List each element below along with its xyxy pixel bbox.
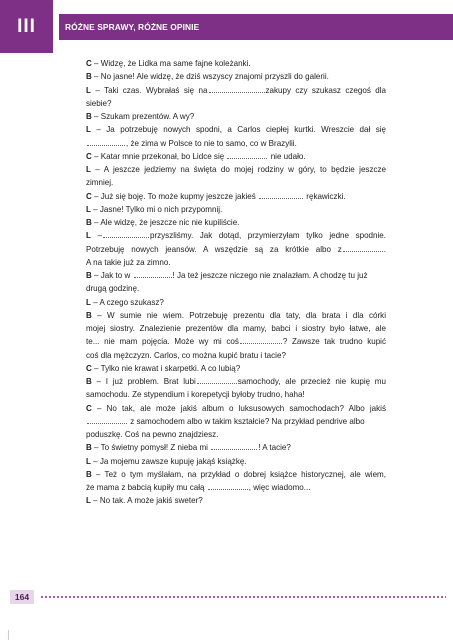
dialogue-text-segment: No jasne! Ale widzę, że dziś wszyscy znajomi przyszli do galerii.: [100, 72, 329, 82]
page-header: [0, 0, 453, 53]
speaker-initial: C: [86, 59, 92, 68]
dialogue-text-segment: – I już problem. Brat lubi: [91, 377, 196, 386]
dialogue-line: [86, 243, 386, 256]
fill-in-blank: [208, 481, 248, 490]
dialogue-line: [86, 123, 386, 136]
dialogue-line: [86, 428, 218, 441]
fill-in-blank: [343, 243, 383, 252]
dialogue-text-segment: poduszkę. Coś na pewno znajdziesz.: [86, 430, 219, 439]
dialogue-line: [86, 322, 386, 335]
dialogue-text-segment: –: [91, 59, 101, 68]
fill-in-blank: [87, 137, 125, 146]
dialogue-text-segment: –: [90, 297, 100, 307]
dialogue-line: [86, 375, 386, 388]
dialogue-line: [86, 57, 251, 70]
dialogue-line: [86, 190, 346, 203]
dialogue-text-segment: –: [91, 218, 101, 227]
dialogue-text-segment: –: [90, 496, 100, 506]
dialogue-text-segment: A czego szukasz?: [99, 297, 164, 307]
dialogue-line: [86, 216, 239, 229]
dialogue-text-segment: –: [91, 72, 101, 82]
dialogue-text-segment: – Jak to w: [91, 271, 133, 280]
dialogue-text-segment: – Już się boję. To może kupmy jeszcze jakieś: [91, 191, 259, 201]
chapter-number-badge: III: [0, 0, 53, 53]
dialogue-line: [86, 335, 386, 348]
dialogue-text-segment: – No tak, ale może jakiś album o luksusowych samochodach? Albo jakiś: [91, 403, 386, 413]
speaker-initial: L: [86, 85, 91, 95]
fill-in-blank: [211, 441, 257, 450]
dialogue-line: [86, 455, 247, 468]
speaker-initial: L: [86, 297, 91, 307]
speaker-initial: B: [86, 72, 92, 82]
dialogue-text-segment: – W sumie nie wiem. Potrzebuję prezentu dla taty, dla brata i dla córki: [91, 310, 386, 320]
dialogue-text-segment: nie udało.: [268, 151, 306, 161]
dialogue-text-segment: –: [91, 363, 101, 373]
dialogue-text-segment: rękawiczki.: [304, 191, 346, 201]
dialogue-line: [86, 84, 386, 97]
dialogue-text-segment: – Też o tym myślałam, na przykład o dobrej książce historycznej, ale wiem,: [91, 469, 386, 479]
dialogue-text-segment: –: [90, 204, 100, 214]
dialogue-text-segment: Ale widzę, że jeszcze nic nie kupiliście.: [100, 218, 240, 227]
dialogue-text-segment: No tak. A może jakiś sweter?: [99, 496, 203, 506]
fill-in-blank: [134, 269, 172, 278]
dialogue-line: [86, 468, 386, 481]
speaker-initial: B: [86, 218, 92, 227]
speaker-initial: C: [86, 151, 92, 161]
dialogue-line: [86, 163, 386, 176]
dialogue-line: [86, 362, 240, 375]
dialogue-text-segment: A na takie już za zimno.: [86, 257, 171, 267]
dialogue-text-segment: Widzę, że Lidka ma same fajne koleżanki.: [100, 59, 251, 68]
dialogue-text-segment: – Taki czas. Wybrałaś się na: [90, 85, 208, 95]
dialogue-text-segment: – Katar mnie przekonał, bo Lidce się: [91, 151, 227, 161]
dialogue-text-segment: , że zima w Polsce to nie to samo, co w Brazylii.: [126, 138, 297, 148]
speaker-initial: B: [86, 469, 92, 479]
footer-dotted-rule: [40, 596, 446, 598]
dialogue-text-segment: – A jeszcze jedziemy na święta do mojej rodziny w góry, to będzie jeszcze: [90, 165, 386, 174]
dialogue-text-segment: – To świetny pomysł! Z nieba mi: [91, 443, 211, 453]
dialogue-text-segment: ! A tacie?: [258, 443, 291, 453]
speaker-initial: B: [86, 443, 92, 453]
speaker-initial: L: [86, 204, 91, 214]
speaker-initial: B: [86, 271, 92, 280]
dialogue-text-segment: zimniej.: [86, 178, 114, 188]
dialogue-text-segment: Potrzebuję nowych jeansów. A wszędzie są za krótkie albo z: [86, 244, 342, 254]
dialogue-line: [86, 70, 329, 83]
dialogue-text-segment: Ja mojemu zawsze kupuję jakąś książkę.: [99, 456, 247, 466]
fill-in-blank: [209, 84, 265, 93]
page-number: 164: [10, 590, 34, 604]
dialogue-line: [86, 229, 386, 242]
fill-in-blank: [240, 335, 282, 344]
speaker-initial: C: [86, 191, 92, 201]
dialogue-line: [86, 97, 112, 110]
dialogue-text-segment: coś dla mężczyzn. Carlos, co można kupić bratu i tacie?: [86, 350, 286, 360]
dialogue-text-segment: samochody, ale przecież nie kupię mu: [237, 377, 386, 386]
dialogue-line: [86, 349, 286, 362]
dialogue-text-segment: drugą godzinę.: [86, 284, 140, 294]
speaker-initial: B: [86, 112, 92, 121]
fill-in-blank: [197, 375, 237, 384]
dialogue-line: [86, 269, 368, 282]
dialogue-line: [86, 110, 194, 123]
fill-in-blank: [227, 150, 267, 159]
dialogue-line: [86, 441, 291, 454]
dialogue-line: [86, 176, 113, 189]
dialogue-line: [86, 256, 171, 269]
dialogue-text-segment: ! Ja też jeszcze niczego nie znalazłam. A chodzę tu już: [172, 271, 368, 280]
dialogue-text-segment: samochodu. Ze stypendium i korepetycji byłoby trudno, haha!: [86, 390, 305, 400]
speaker-initial: L: [86, 231, 91, 241]
speaker-initial: B: [86, 310, 92, 320]
dialogue-line: [86, 309, 386, 322]
dialogue-line: [86, 494, 203, 507]
dialogue-text-segment: Szukam prezentów. A wy?: [100, 112, 195, 121]
speaker-initial: C: [86, 363, 92, 373]
dialogue-line: [86, 282, 139, 295]
dialogue-text-segment: Jasne! Tylko mi o nich przypomnij.: [99, 204, 223, 214]
dialogue-text-segment: Tylko nie krawat i skarpetki. A co lubią?: [100, 363, 241, 373]
dialogue-line: [86, 402, 386, 415]
dialogue-text-segment: że mama z babcią kupiły mu całą: [86, 483, 207, 492]
dialogue-text-segment: siebie?: [86, 98, 112, 108]
speaker-initial: L: [86, 496, 91, 506]
dialogue-text-segment: przyszliśmy. Jak dotąd, przymierzyłam tylko jedne spodnie.: [149, 231, 386, 241]
dialogue-text-segment: zakupy czy szukasz czegoś dla: [265, 85, 386, 95]
dialogue-text-segment: –: [91, 112, 101, 121]
dialogue-line: [86, 203, 222, 216]
chapter-title-bar: RÓŻNE SPRAWY, RÓŻNE OPINIE: [59, 14, 453, 40]
dialogue-text-segment: mojej siostry. Znalezienie prezentów dla mamy, babci i siostry było łatwe, ale: [86, 324, 386, 333]
dialogue-text-segment: – Ja potrzebuję nowych spodni, a Carlos ciepłej kurtki. Wreszcie dał się: [90, 125, 386, 135]
dialogue-line: [86, 150, 306, 163]
speaker-initial: L: [86, 165, 91, 174]
dialogue-line: [86, 415, 365, 428]
dialogue-line: [86, 296, 164, 309]
fill-in-blank: [259, 190, 303, 199]
speaker-initial: B: [86, 377, 92, 386]
dialogue-text-segment: .: [383, 244, 386, 254]
corner-crop-mark: [0, 630, 9, 640]
speaker-initial: C: [86, 403, 92, 413]
speaker-initial: L: [86, 456, 91, 466]
dialogue-text-segment: te... nie mam pojęcia. Może wy mi coś: [86, 337, 239, 347]
speaker-initial: L: [86, 125, 91, 135]
dialogue-line: [86, 137, 297, 150]
fill-in-blank: [87, 415, 127, 424]
fill-in-blank: [103, 229, 149, 238]
dialogue-text-segment: –: [90, 231, 102, 241]
dialogue-line: [86, 481, 310, 494]
dialogue-text-segment: ? Zawsze tak trudno kupić: [282, 337, 386, 347]
dialogue-text-segment: –: [90, 456, 100, 466]
dialogue-text-segment: z samochodem albo w takim kształcie? Na przykład pendrive albo: [128, 416, 365, 426]
dialogue-text-segment: , więc wiadomo...: [248, 483, 311, 492]
dialogue-line: [86, 388, 305, 401]
